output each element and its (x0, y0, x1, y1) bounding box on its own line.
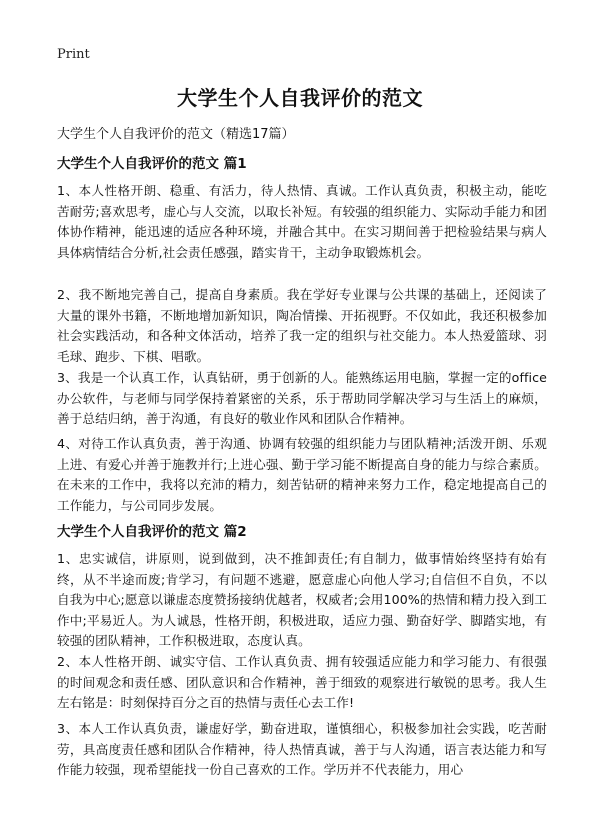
page-title: 大学生个人自我评价的范文 (177, 86, 423, 110)
print-label: Print (57, 47, 90, 62)
paragraph-1-1: 1、本人性格开朗、稳重、有活力，待人热情、真诚。工作认真负责，积极主动，能吃苦耐劳;喜欢思考，虚心与人交流，以取长补短。有较强的组织能力、实际动手能力和团体协作精神，能迅速的适应各种环境，并融合其中。在实习期间善于把检验结果与病人具体病情结合分析,社会责任感强，踏实肯干，主动争取锻炼机会。 (57, 183, 547, 260)
paragraph-2-2: 2、本人性格开朗、诚实守信、工作认真负责、拥有较强适应能力和学习能力、有很强的时间观念和责任感、团队意识和合作精神，善于细致的观察进行敏锐的思考。我人生左右铭是：时刻保持百分之百的热情与责任心去工作! (57, 654, 547, 710)
paragraph-2-3: 3、本人工作认真负责，谦虚好学，勤奋进取，谨慎细心，积极参加社会实践，吃苦耐劳，具高度责任感和团队合作精神，待人热情真诚，善于与人沟通，语言表达能力和写作能力较强，现希望能找一份自己喜欢的工作。学历并不代表能力，用心 (57, 721, 547, 777)
paragraph-1-2: 2、我不断地完善自己，提高自身素质。我在学好专业课与公共课的基础上，还阅读了大量的课外书籍，不断地增加新知识，陶冶情操、开拓视野。不仅如此，我还积极参加社会实践活动，和各种文体活动，培养了我一定的组织与社交能力。本人热爱篮球、羽毛球、跑步、下棋、唱歌。 (57, 287, 547, 364)
paragraph-2-1: 1、忠实诚信，讲原则，说到做到，决不推卸责任;有自制力，做事情始终坚持有始有终，从不半途而废;肯学习，有问题不逃避，愿意虚心向他人学习;自信但不自负，不以自我为中心;愿意以谦虚态度赞扬接纳优越者，权威者;会用100%的热情和精力投入到工作中;平易近人。为人诚恳，性格开朗，积极进取，适应力强、勤奋好学、脚踏实地，有较强的团队精神，工作积极进取，态度认真。 (57, 551, 547, 648)
section-heading-2: 大学生个人自我评价的范文 篇2 (57, 524, 247, 540)
document-subtitle: 大学生个人自我评价的范文（精选17篇） (57, 127, 295, 142)
section-heading-1: 大学生个人自我评价的范文 篇1 (57, 156, 247, 172)
paragraph-1-3: 3、我是一个认真工作，认真钻研，勇于创新的人。能熟练运用电脑，掌握一定的office办公软件，与老师与同学保持着紧密的关系，乐于帮助同学解决学习与生活上的麻烦，善于总结归纳，善于沟通，有良好的敬业作风和团队合作精神。 (57, 370, 547, 426)
paragraph-1-4: 4、对待工作认真负责，善于沟通、协调有较强的组织能力与团队精神;活泼开朗、乐观上进、有爱心并善于施教并行;上进心强、勤于学习能不断提高自身的能力与综合素质。在未来的工作中，我将以充沛的精力，刻苦钻研的精神来努力工作，稳定地提高自己的工作能力，与公司同步发展。 (57, 436, 547, 513)
